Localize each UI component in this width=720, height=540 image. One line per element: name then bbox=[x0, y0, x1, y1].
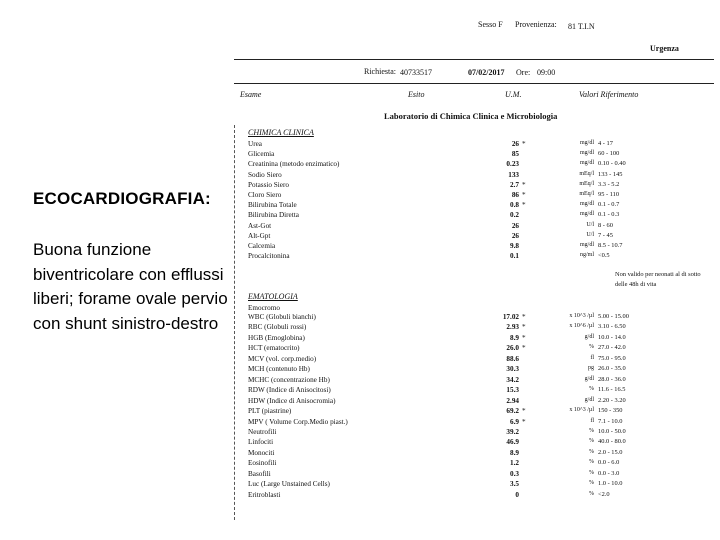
lab-report-scan bbox=[232, 0, 720, 540]
reference-range: <2.0 bbox=[598, 490, 610, 498]
richiesta-label: Richiesta: bbox=[364, 67, 396, 76]
reference-range: <0.5 bbox=[598, 252, 610, 260]
test-name: Sodio Siero bbox=[248, 170, 282, 179]
unit: mEq/l bbox=[579, 191, 594, 197]
table-row bbox=[248, 222, 718, 232]
procalcitonina-note-1: Non valido per neonati al di sotto bbox=[615, 271, 701, 278]
table-row bbox=[248, 397, 718, 407]
ore-label: Ore: bbox=[516, 68, 531, 77]
test-value: 26 bbox=[511, 221, 519, 230]
unit: ng/ml bbox=[579, 252, 594, 259]
test-value: 8.9 bbox=[510, 333, 519, 342]
reference-range: 11.6 - 16.5 bbox=[598, 386, 626, 394]
test-value: 26 bbox=[511, 231, 519, 240]
reference-range: 7.1 - 10.0 bbox=[598, 417, 623, 425]
table-row bbox=[248, 470, 718, 480]
reference-range: 0.0 - 3.0 bbox=[598, 469, 620, 477]
test-value: 46.9 bbox=[506, 438, 519, 447]
test-name: PLT (piastrine) bbox=[248, 407, 292, 416]
test-value: 17.02 bbox=[502, 313, 519, 321]
test-name: Cloro Siero bbox=[248, 191, 282, 199]
abnormal-flag: * bbox=[522, 323, 526, 332]
test-name: Bilirubina Totale bbox=[248, 201, 297, 210]
unit: x 10^3 /µl bbox=[569, 313, 594, 319]
reference-range: 28.0 - 36.0 bbox=[598, 375, 626, 383]
table-row bbox=[248, 491, 718, 501]
test-name: Glicemia bbox=[248, 150, 275, 159]
col-um: U.M. bbox=[505, 90, 522, 99]
unit: U/l bbox=[586, 221, 594, 228]
unit: g/dl bbox=[584, 375, 594, 382]
table-row bbox=[248, 365, 718, 375]
test-name: MPV ( Volume Corp.Medio piast.) bbox=[248, 417, 348, 426]
test-name: HGB (Emoglobina) bbox=[248, 333, 305, 342]
test-name: Monociti bbox=[248, 448, 275, 457]
reference-range: 0.1 - 0.3 bbox=[598, 211, 620, 219]
reference-range: 27.0 - 42.0 bbox=[598, 344, 626, 352]
test-value: 69.2 bbox=[506, 407, 519, 416]
test-name: Alt-Gpt bbox=[248, 231, 271, 240]
reference-range: 3.10 - 6.50 bbox=[598, 323, 626, 331]
test-name: MCV (vol. corp.medio) bbox=[248, 354, 317, 363]
table-row bbox=[248, 211, 718, 221]
lab-title: Laboratorio di Chimica Clinica e Microbiologia bbox=[384, 111, 558, 121]
test-value: 2.93 bbox=[506, 323, 519, 332]
margin-rule bbox=[234, 125, 238, 520]
emocromo-label: Emocromo bbox=[248, 304, 280, 312]
ore-value: 09:00 bbox=[537, 68, 556, 77]
reference-range: 40.0 - 80.0 bbox=[598, 438, 626, 446]
unit: mg/dl bbox=[579, 140, 594, 146]
test-name: Calcemia bbox=[248, 242, 276, 250]
test-name: HDW (Indice di Anisocromia) bbox=[248, 396, 336, 405]
abnormal-flag: * bbox=[522, 180, 526, 189]
test-name: Luc (Large Unstained Cells) bbox=[248, 480, 330, 489]
unit: mEq/l bbox=[579, 170, 594, 177]
urgenza-label: Urgenza bbox=[650, 44, 679, 53]
table-row bbox=[248, 232, 718, 242]
test-value: 2.7 bbox=[510, 180, 519, 189]
unit: mg/dl bbox=[579, 211, 594, 218]
test-name: Urea bbox=[248, 140, 262, 148]
col-esame: Esame bbox=[240, 90, 262, 99]
test-value: 0.3 bbox=[510, 469, 519, 478]
table-row bbox=[248, 344, 718, 354]
test-value: 86 bbox=[511, 191, 519, 199]
reference-range: 0.0 - 6.0 bbox=[598, 459, 620, 467]
reference-range: 75.0 - 95.0 bbox=[598, 354, 626, 362]
table-row bbox=[248, 140, 718, 150]
abnormal-flag: * bbox=[522, 191, 526, 199]
test-value: 0.8 bbox=[510, 201, 519, 210]
test-name: Potassio Siero bbox=[248, 180, 289, 189]
test-value: 30.3 bbox=[506, 365, 519, 374]
test-name: Ast-Got bbox=[248, 221, 272, 230]
table-row bbox=[248, 171, 718, 181]
unit: fl bbox=[590, 417, 594, 424]
test-name: HCT (ematocrito) bbox=[248, 344, 300, 353]
test-value: 88.6 bbox=[506, 354, 519, 363]
test-value: 34.2 bbox=[506, 375, 519, 384]
test-value: 133 bbox=[508, 170, 519, 179]
test-name: Bilirubina Diretta bbox=[248, 211, 299, 220]
reference-range: 0.10 - 0.40 bbox=[598, 160, 626, 168]
richiesta-number: 40733517 bbox=[400, 68, 432, 77]
test-value: 3.5 bbox=[510, 480, 519, 489]
unit: pg bbox=[588, 365, 594, 372]
section-chimica-clinica: CHIMICA CLINICA bbox=[248, 128, 314, 137]
table-row bbox=[248, 201, 718, 211]
reference-range: 60 - 100 bbox=[598, 150, 620, 158]
test-name: Basofili bbox=[248, 469, 271, 478]
reference-range: 150 - 350 bbox=[598, 407, 623, 415]
reference-range: 8 - 60 bbox=[598, 221, 613, 229]
test-value: 0.23 bbox=[506, 160, 519, 169]
test-name: Eritroblasti bbox=[248, 490, 281, 499]
abnormal-flag: * bbox=[522, 344, 526, 353]
test-value: 6.9 bbox=[510, 417, 519, 426]
reparto-value: 81 T.I.N bbox=[568, 22, 595, 31]
unit: mg/dl bbox=[579, 201, 594, 208]
table-row bbox=[248, 449, 718, 459]
unit: % bbox=[589, 490, 594, 497]
slide-title: ECOCARDIOGRAFIA: bbox=[33, 189, 211, 208]
reference-range: 10.0 - 14.0 bbox=[598, 333, 626, 341]
table-row bbox=[248, 313, 718, 323]
reference-range: 133 - 145 bbox=[598, 170, 623, 178]
table-row bbox=[248, 160, 718, 170]
abnormal-flag: * bbox=[522, 417, 526, 426]
abnormal-flag: * bbox=[522, 313, 526, 321]
test-value: 0 bbox=[515, 490, 519, 499]
test-name: MCH (contenuto Hb) bbox=[248, 365, 310, 374]
col-esito: Esito bbox=[408, 90, 425, 99]
table-row bbox=[248, 252, 718, 262]
table-row bbox=[248, 150, 718, 160]
slide-body-text: Buona funzione biventricolare con efflussi liberi; forame ovale pervio con shunt sinistro-destro bbox=[33, 240, 228, 333]
test-value: 26 bbox=[511, 140, 519, 148]
reference-range: 7 - 45 bbox=[598, 231, 613, 239]
reference-range: 95 - 110 bbox=[598, 191, 620, 198]
test-name: Procalcitonina bbox=[248, 252, 290, 261]
reference-range: 10.0 - 50.0 bbox=[598, 427, 626, 435]
unit: U/l bbox=[586, 231, 594, 238]
sesso-label: Sesso F bbox=[478, 20, 503, 29]
reference-range: 2.0 - 15.0 bbox=[598, 448, 623, 456]
unit: % bbox=[589, 459, 594, 466]
reference-range: 4 - 17 bbox=[598, 140, 613, 147]
abnormal-flag: * bbox=[522, 407, 526, 416]
table-row bbox=[248, 428, 718, 438]
abnormal-flag: * bbox=[522, 140, 526, 148]
unit: % bbox=[589, 480, 594, 487]
unit: mg/dl bbox=[579, 242, 594, 248]
columns-divider bbox=[234, 83, 714, 84]
table-row bbox=[248, 355, 718, 365]
unit: mEq/l bbox=[579, 180, 594, 187]
table-row bbox=[248, 459, 718, 469]
test-value: 26.0 bbox=[506, 344, 519, 353]
reference-range: 1.0 - 10.0 bbox=[598, 480, 623, 488]
test-value: 0.1 bbox=[510, 252, 519, 261]
unit: % bbox=[589, 344, 594, 351]
test-value: 39.2 bbox=[506, 427, 519, 436]
test-name: WBC (Globuli bianchi) bbox=[248, 313, 316, 321]
test-name: RBC (Globuli rossi) bbox=[248, 323, 307, 332]
test-value: 1.2 bbox=[510, 459, 519, 468]
reference-range: 3.3 - 5.2 bbox=[598, 180, 620, 188]
procalcitonina-note-2: delle 48h di vita bbox=[615, 281, 657, 288]
table-row bbox=[248, 181, 718, 191]
test-value: 0.2 bbox=[510, 211, 519, 220]
test-value: 9.8 bbox=[510, 242, 519, 250]
table-row bbox=[248, 407, 718, 417]
unit: mg/dl bbox=[579, 150, 594, 157]
unit: % bbox=[589, 469, 594, 476]
unit: % bbox=[589, 427, 594, 434]
col-valori-riferimento: Valori Riferimento bbox=[579, 90, 639, 99]
reference-range: 5.00 - 15.00 bbox=[598, 313, 629, 320]
table-row bbox=[248, 386, 718, 396]
abnormal-flag: * bbox=[522, 201, 526, 210]
abnormal-flag: * bbox=[522, 333, 526, 342]
unit: mg/dl bbox=[579, 160, 594, 167]
reference-range: 26.0 - 35.0 bbox=[598, 365, 626, 373]
test-value: 15.3 bbox=[506, 386, 519, 395]
request-date: 07/02/2017 bbox=[468, 68, 505, 77]
test-value: 85 bbox=[511, 150, 519, 159]
unit: x 10^3 /µl bbox=[569, 407, 594, 414]
test-name: RDW (Indice di Anisocitosi) bbox=[248, 386, 331, 395]
header-divider bbox=[234, 59, 714, 60]
test-name: Linfociti bbox=[248, 438, 274, 447]
unit: x 10^6 /µl bbox=[569, 323, 594, 330]
test-name: Creatinina (metodo enzimatico) bbox=[248, 160, 340, 169]
test-name: Eosinofili bbox=[248, 459, 277, 468]
reference-range: 8.5 - 10.7 bbox=[598, 242, 623, 249]
table-row bbox=[248, 334, 718, 344]
unit: % bbox=[589, 448, 594, 455]
table-row bbox=[248, 480, 718, 490]
table-row bbox=[248, 376, 718, 386]
section-ematologia: EMATOLOGIA bbox=[248, 292, 298, 301]
test-value: 8.9 bbox=[510, 448, 519, 457]
table-row bbox=[248, 191, 718, 201]
unit: % bbox=[589, 438, 594, 445]
table-row bbox=[248, 418, 718, 428]
unit: % bbox=[589, 386, 594, 393]
table-row bbox=[248, 438, 718, 448]
unit: fl bbox=[590, 354, 594, 361]
unit: g/dl bbox=[584, 396, 594, 403]
table-row bbox=[248, 323, 718, 333]
unit: g/dl bbox=[584, 333, 594, 340]
table-row bbox=[248, 242, 718, 252]
test-name: MCHC (concentrazione Hb) bbox=[248, 375, 330, 384]
provenienza-label: Provenienza: bbox=[515, 20, 557, 29]
reference-range: 0.1 - 0.7 bbox=[598, 201, 620, 209]
test-value: 2.94 bbox=[506, 396, 519, 405]
test-name: Neutrofili bbox=[248, 427, 277, 436]
reference-range: 2.20 - 3.20 bbox=[598, 396, 626, 404]
